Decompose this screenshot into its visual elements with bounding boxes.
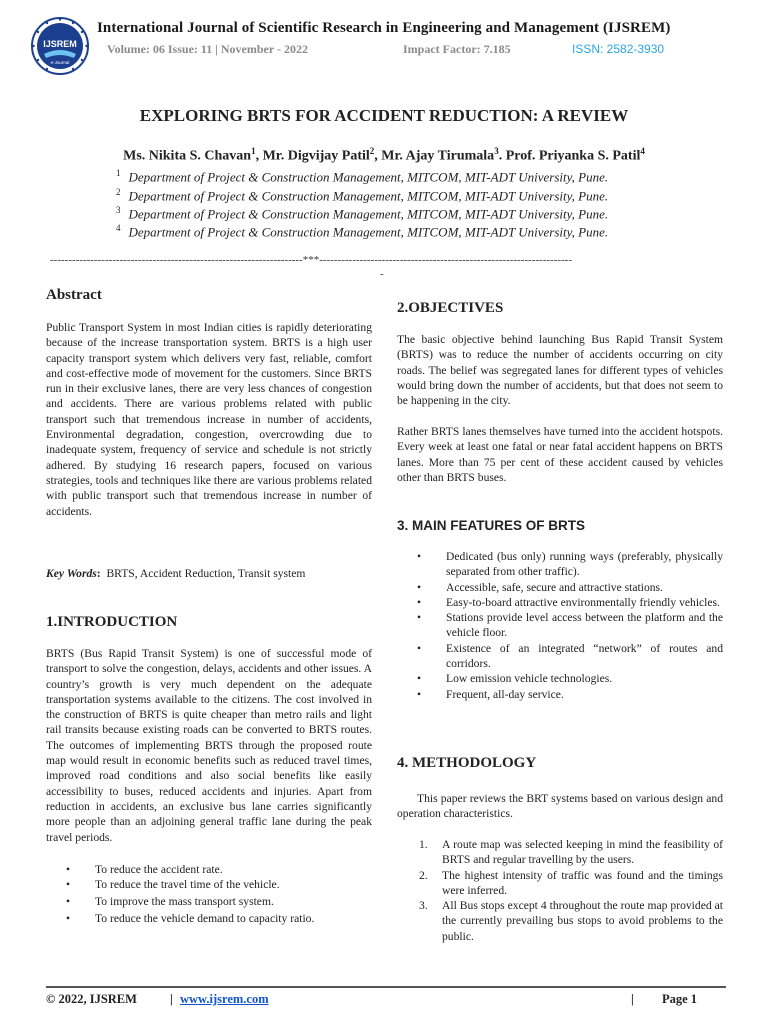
section-divider: ---------------------------------------------------------------------***--------------------------------------------------------------------- (50, 254, 573, 266)
page-number: Page 1 (662, 992, 698, 1006)
methodology-intro: This paper reviews the BRT systems based on various design and operation characteristics. (397, 792, 723, 821)
list-item: • To improve the mass transport system. (46, 894, 372, 909)
list-item: • To reduce the vehicle demand to capacity ratio. (46, 911, 372, 926)
author-4: Prof. Priyanka S. Patil (505, 148, 641, 164)
author-1: Ms. Nikita S. Chavan (123, 148, 252, 164)
affiliation-3: $^3$ Department of Project & Construction Management, MITCOM, MIT-ADT University, Pune. (116, 205, 609, 222)
list-item: • Existence of an integrated “network” of routes and corridors. (397, 641, 723, 672)
list-item: • To reduce the travel time of the vehicle. (46, 877, 372, 892)
website-link[interactable]: www.ijsrem.com (180, 992, 269, 1006)
logo-text: IJSREM (43, 39, 77, 49)
list-item: • To reduce the accident rate. (46, 862, 372, 877)
objectives-heading: 2.OBJECTIVES (397, 300, 504, 316)
list-item: • Easy-to-board attractive environmentally friendly vehicles. (397, 595, 723, 610)
features-bullets (397, 549, 723, 702)
issn: ISSN: 2582-3930 (572, 42, 665, 56)
list-item: 1. A route map was selected keeping in mind the feasibility of BRTS and regular travelling by the users. (419, 838, 723, 867)
volume-issue: Volume: 06 Issue: 11 | November - 2022 (107, 42, 308, 56)
paper-title: EXPLORING BRTS FOR ACCIDENT REDUCTION: A REVIEW (139, 106, 629, 125)
authors: Ms. Nikita S. Chavan$^1$, Mr. Digvijay Patil$^2$, Mr. Ajay Tirumala$^3$. Prof. Priyanka S. Patil$^4$ (123, 146, 645, 164)
affiliation-1: $^1$ Department of Project & Construction Management, MITCOM, MIT-ADT University, Pune. (116, 168, 609, 185)
footer-copyright: © 2022, IJSREM (46, 992, 137, 1006)
journal-title: International Journal of Scientific Research in Engineering and Management (IJSREM) (97, 20, 671, 36)
affiliation-2: $^2$ Department of Project & Construction Management, MITCOM, MIT-ADT University, Pune. (116, 187, 609, 204)
introduction-bullets (46, 862, 372, 926)
list-item: 3. All Bus stops except 4 throughout the route map provided at the currently prevailing bus stops to avoid problems to the public. (419, 899, 723, 943)
methodology-list (397, 837, 723, 944)
keywords: Key Words: BRTS, Accident Reduction, Transit system (46, 567, 306, 580)
author-3: Mr. Ajay Tirumala (381, 148, 495, 164)
section-divider-tail: - (380, 268, 384, 280)
objectives-para-2: Rather BRTS lanes themselves have turned into the accident hotspots. Every week at least one fatal or near fatal accident happens on BRTS lanes. More than 75 per cent of these accident caused by vehicles other than BRTS buses. (397, 425, 723, 484)
methodology-heading: 4. METHODOLOGY (397, 755, 537, 771)
introduction-heading: 1.INTRODUCTION (46, 614, 178, 630)
list-item: • Low emission vehicle technologies. (397, 671, 723, 686)
list-item: 2. The highest intensity of traffic was found and the timings were inferred. (419, 868, 723, 897)
logo-subtext: e-Journal (50, 60, 70, 65)
footer-rule (46, 986, 726, 988)
affiliation-4: $^4$ Department of Project & Construction Management, MITCOM, MIT-ADT University, Pune. (116, 223, 609, 240)
footer-separator: | (631, 992, 634, 1006)
list-item: • Accessible, safe, secure and attractive stations. (397, 580, 723, 595)
abstract-heading: Abstract (46, 287, 102, 303)
objectives-para-1: The basic objective behind launching Bus Rapid Transit System (BRTS) was to reduce the number of accidents occurring on city roads. The belief was segregated lanes for different types of vehicles would bring down the number of accidents, but that does not seem to be happening in the city. (397, 333, 723, 408)
list-item: • Stations provide level access between the platform and the vehicle floor. (397, 610, 723, 641)
list-item: • Frequent, all-day service. (397, 687, 723, 702)
keywords-label: Key Words (46, 567, 97, 580)
list-item: • Dedicated (bus only) running ways (preferably, physically separated from other traffic). (397, 549, 723, 580)
author-2: Mr. Digvijay Patil (262, 148, 370, 164)
abstract-text: Public Transport System in most Indian cities is rapidly deteriorating because of the increase transportation system. BRTS is a high user capacity transport system which delivers very fast, reliable, comfort and cost-effective mode of movement for the customers. Since BRTS run in their exclusive lanes, there are very less chances of congestion and accidents. There are various problems related with public transport such that tremendous increase in number of accidents, Environmental degradation, congestion, overcrowding due to inadequate system, frequency of service and schedule is not strictly adhered. By studying 16 research papers, focused on various strategies, tools and techniques like there are various problems related with public transport such that tremendous increase in number of accidents. (46, 321, 372, 518)
footer-separator: | (170, 992, 173, 1006)
journal-logo (30, 16, 90, 76)
introduction-text: BRTS (Bus Rapid Transit System) is one of successful mode of transport to solve the congestion, delays, accidents and other issues. A country’s growth is very much dependent on the adequate transportation systems available to the citizens. The cost involved in the construction of BRTS is quite cheaper than metro rails and light rail transits because existing roads can be converted to BRTS routes. The outcomes of implementing BRTS through the proposed route map would result in economic benefits such as reduced travel times, improved road conditions and also social benefits like easily accessibility to buses, reduced accidents and injuries. Apart from reduction in accidents, an exclusive bus lane carries significantly more people than an adjoining general traffic lane during the peak travel periods. (46, 647, 372, 844)
impact-factor: Impact Factor: 7.185 (403, 42, 511, 56)
keywords-text: BRTS, Accident Reduction, Transit system (106, 567, 306, 580)
features-heading: 3. MAIN FEATURES OF BRTS (397, 518, 586, 533)
footer-website[interactable] (180, 992, 269, 1007)
